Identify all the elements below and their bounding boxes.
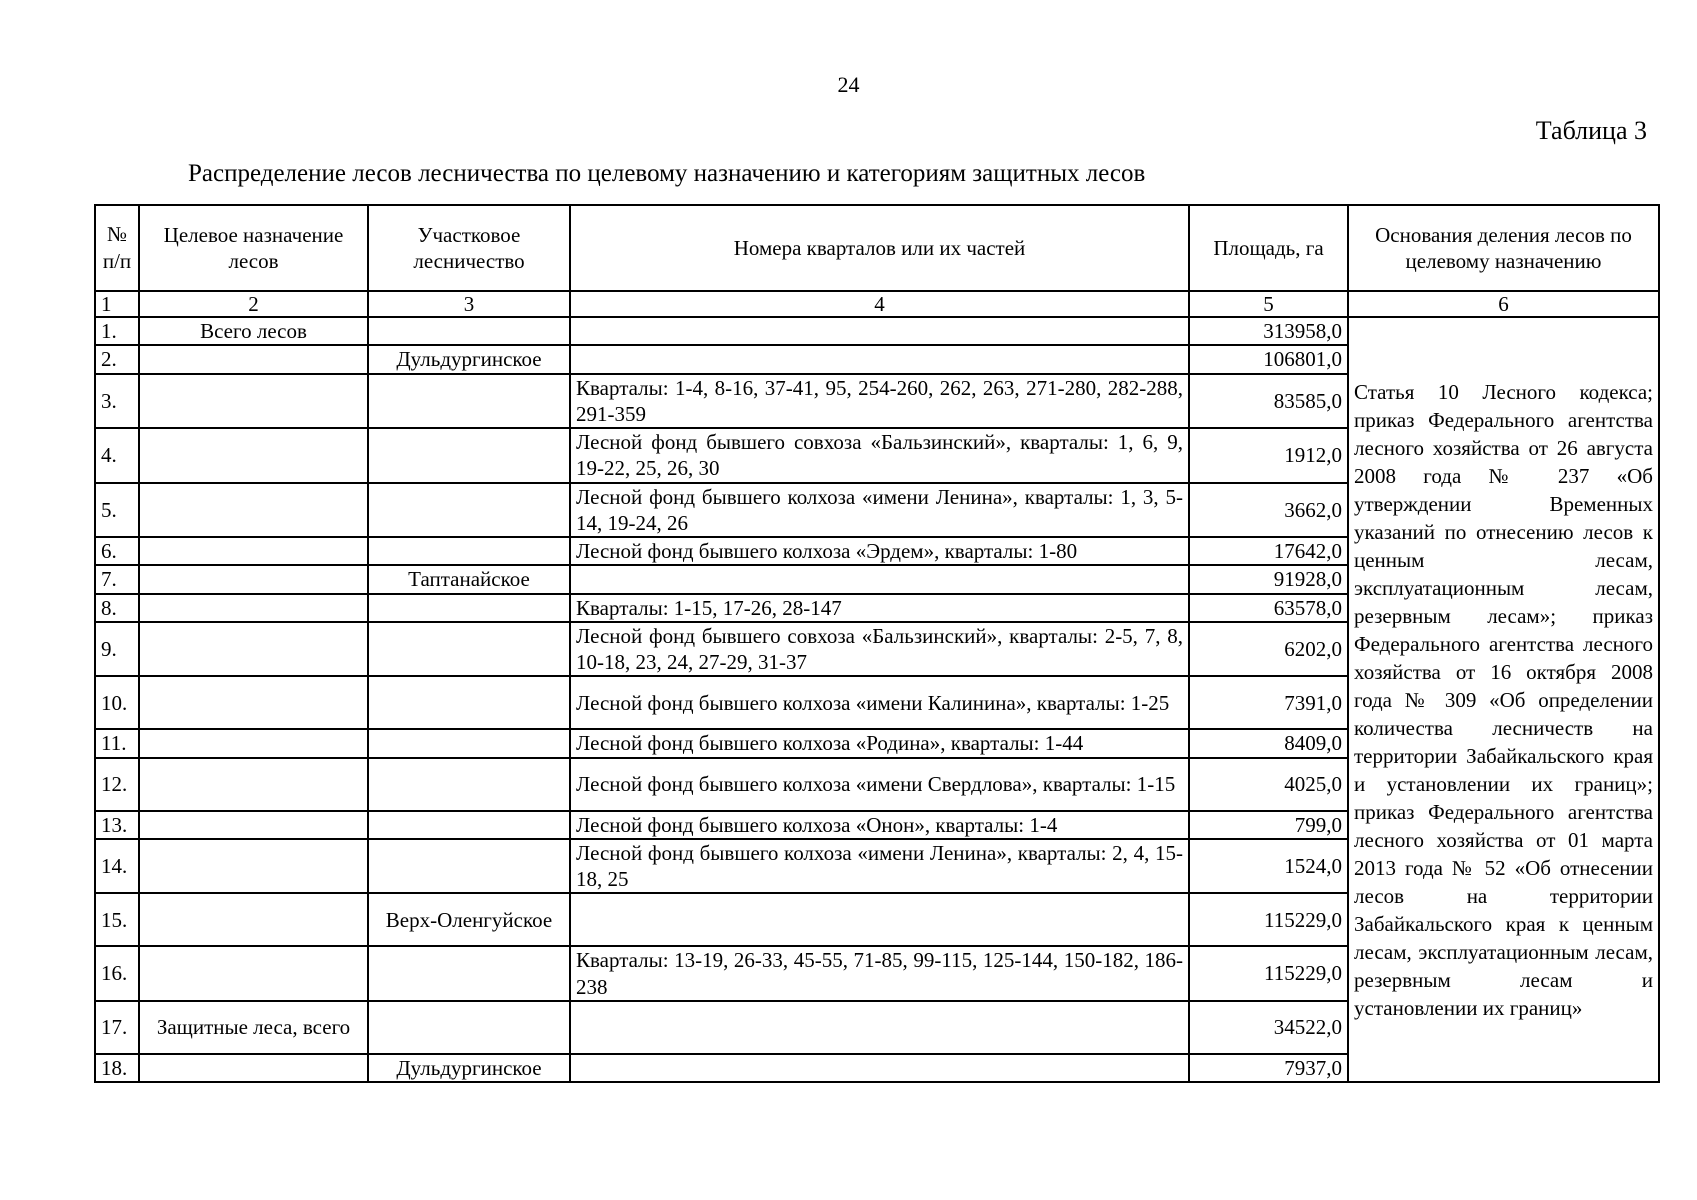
district-cell: [368, 839, 570, 894]
row-number-cell: 10.: [95, 676, 139, 729]
page-number: 24: [837, 72, 860, 97]
header-district: Участковое лесничество: [368, 205, 570, 291]
district-cell: [368, 483, 570, 538]
row-number-cell: 7.: [95, 565, 139, 593]
purpose-cell: [139, 811, 368, 839]
area-cell: 8409,0: [1189, 729, 1348, 757]
row-number-cell: 12.: [95, 758, 139, 811]
row-number-cell: 5.: [95, 483, 139, 538]
forest-distribution-table: [94, 204, 1660, 1083]
district-cell: Верх-Оленгуйское: [368, 893, 570, 946]
district-cell: [368, 537, 570, 565]
header-purpose: Целевое назначение лесов: [139, 205, 368, 291]
area-cell: 4025,0: [1189, 758, 1348, 811]
row-number-cell: 14.: [95, 839, 139, 894]
row-number-cell: 2.: [95, 345, 139, 373]
quarters-cell: [570, 893, 1189, 946]
purpose-cell: [139, 729, 368, 757]
area-cell: 1912,0: [1189, 428, 1348, 483]
area-cell: 106801,0: [1189, 345, 1348, 373]
area-cell: 313958,0: [1189, 317, 1348, 345]
purpose-cell: [139, 374, 368, 429]
purpose-cell: [139, 594, 368, 622]
basis-cell: Статья 10 Лесного кодекса; приказ Федерального агентства лесного хозяйства от 26 августа 2008 года № 237 «Об утверждении Временных указаний по отнесению лесов к ценным лесам, эксплуатационным лесам, резервным лесам»; приказ Федерального агентства лесного хозяйства от 16 октября 2008 года № 309 «Об определении количества лесничеств на территории Забайкальского края и установлении их границ»; приказ Федерального агентства лесного хозяйства от 01 марта 2013 года № 52 «Об отнесении лесов на территории Забайкальского края к ценным лесам, эксплуатационным лесам, резервным лесам и установлении их границ»: [1348, 317, 1659, 1082]
area-cell: 63578,0: [1189, 594, 1348, 622]
quarters-cell: Кварталы: 1-15, 17-26, 28-147: [570, 594, 1189, 622]
header-basis: Основания деления лесов по целевому назначению: [1348, 205, 1659, 291]
column-number: 3: [368, 291, 570, 317]
purpose-cell: Всего лесов: [139, 317, 368, 345]
district-cell: Таптанайское: [368, 565, 570, 593]
header-row: [95, 205, 1659, 291]
quarters-cell: Лесной фонд бывшего колхоза «имени Калинина», кварталы: 1-25: [570, 676, 1189, 729]
quarters-cell: Кварталы: 13-19, 26-33, 45-55, 71-85, 99-115, 125-144, 150-182, 186-238: [570, 946, 1189, 1001]
purpose-cell: Защитные леса, всего: [139, 1001, 368, 1054]
quarters-cell: Кварталы: 1-4, 8-16, 37-41, 95, 254-260, 262, 263, 271-280, 282-288, 291-359: [570, 374, 1189, 429]
purpose-cell: [139, 565, 368, 593]
quarters-cell: Лесной фонд бывшего колхоза «Онон», кварталы: 1-4: [570, 811, 1189, 839]
area-cell: 115229,0: [1189, 893, 1348, 946]
area-cell: 17642,0: [1189, 537, 1348, 565]
purpose-cell: [139, 537, 368, 565]
purpose-cell: [139, 345, 368, 373]
row-number-cell: 4.: [95, 428, 139, 483]
area-cell: 799,0: [1189, 811, 1348, 839]
district-cell: Дульдургинское: [368, 1054, 570, 1082]
quarters-cell: Лесной фонд бывшего колхоза «Родина», кварталы: 1-44: [570, 729, 1189, 757]
district-cell: [368, 946, 570, 1001]
district-cell: [368, 758, 570, 811]
column-number: 5: [1189, 291, 1348, 317]
quarters-cell: [570, 1001, 1189, 1054]
row-number-cell: 17.: [95, 1001, 139, 1054]
header-quarters: Номера кварталов или их частей: [570, 205, 1189, 291]
quarters-cell: [570, 1054, 1189, 1082]
district-cell: [368, 622, 570, 677]
area-cell: 115229,0: [1189, 946, 1348, 1001]
header-number: № п/п: [95, 205, 139, 291]
table-row: [95, 317, 1659, 345]
row-number-cell: 13.: [95, 811, 139, 839]
row-number-cell: 8.: [95, 594, 139, 622]
table-title: Распределение лесов лесничества по целевому назначению и категориям защитных лесов: [188, 160, 1146, 187]
purpose-cell: [139, 428, 368, 483]
row-number-cell: 9.: [95, 622, 139, 677]
purpose-cell: [139, 483, 368, 538]
area-cell: 91928,0: [1189, 565, 1348, 593]
quarters-cell: Лесной фонд бывшего колхоза «Эрдем», кварталы: 1-80: [570, 537, 1189, 565]
district-cell: [368, 594, 570, 622]
district-cell: [368, 317, 570, 345]
column-number: 1: [95, 291, 139, 317]
row-number-cell: 15.: [95, 893, 139, 946]
column-number: 2: [139, 291, 368, 317]
district-cell: [368, 374, 570, 429]
quarters-cell: Лесной фонд бывшего колхоза «имени Ленина», кварталы: 1, 3, 5-14, 19-24, 26: [570, 483, 1189, 538]
purpose-cell: [139, 839, 368, 894]
district-cell: [368, 676, 570, 729]
header-area: Площадь, га: [1189, 205, 1348, 291]
area-cell: 83585,0: [1189, 374, 1348, 429]
quarters-cell: Лесной фонд бывшего совхоза «Бальзинский», кварталы: 2-5, 7, 8, 10-18, 23, 24, 27-29, 31-37: [570, 622, 1189, 677]
purpose-cell: [139, 1054, 368, 1082]
row-number-cell: 11.: [95, 729, 139, 757]
purpose-cell: [139, 758, 368, 811]
column-number-row: [95, 291, 1659, 317]
quarters-cell: Лесной фонд бывшего совхоза «Бальзинский», кварталы: 1, 6, 9, 19-22, 25, 26, 30: [570, 428, 1189, 483]
row-number-cell: 1.: [95, 317, 139, 345]
area-cell: 7391,0: [1189, 676, 1348, 729]
district-cell: Дульдургинское: [368, 345, 570, 373]
quarters-cell: [570, 565, 1189, 593]
quarters-cell: Лесной фонд бывшего колхоза «имени Ленина», кварталы: 2, 4, 15-18, 25: [570, 839, 1189, 894]
quarters-cell: [570, 317, 1189, 345]
purpose-cell: [139, 893, 368, 946]
row-number-cell: 3.: [95, 374, 139, 429]
district-cell: [368, 428, 570, 483]
district-cell: [368, 1001, 570, 1054]
purpose-cell: [139, 946, 368, 1001]
area-cell: 1524,0: [1189, 839, 1348, 894]
area-cell: 7937,0: [1189, 1054, 1348, 1082]
column-number: 6: [1348, 291, 1659, 317]
row-number-cell: 16.: [95, 946, 139, 1001]
row-number-cell: 6.: [95, 537, 139, 565]
quarters-cell: [570, 345, 1189, 373]
district-cell: [368, 811, 570, 839]
district-cell: [368, 729, 570, 757]
table-label: Таблица 3: [1535, 116, 1647, 145]
row-number-cell: 18.: [95, 1054, 139, 1082]
area-cell: 3662,0: [1189, 483, 1348, 538]
area-cell: 34522,0: [1189, 1001, 1348, 1054]
purpose-cell: [139, 622, 368, 677]
quarters-cell: Лесной фонд бывшего колхоза «имени Свердлова», кварталы: 1-15: [570, 758, 1189, 811]
area-cell: 6202,0: [1189, 622, 1348, 677]
purpose-cell: [139, 676, 368, 729]
column-number: 4: [570, 291, 1189, 317]
